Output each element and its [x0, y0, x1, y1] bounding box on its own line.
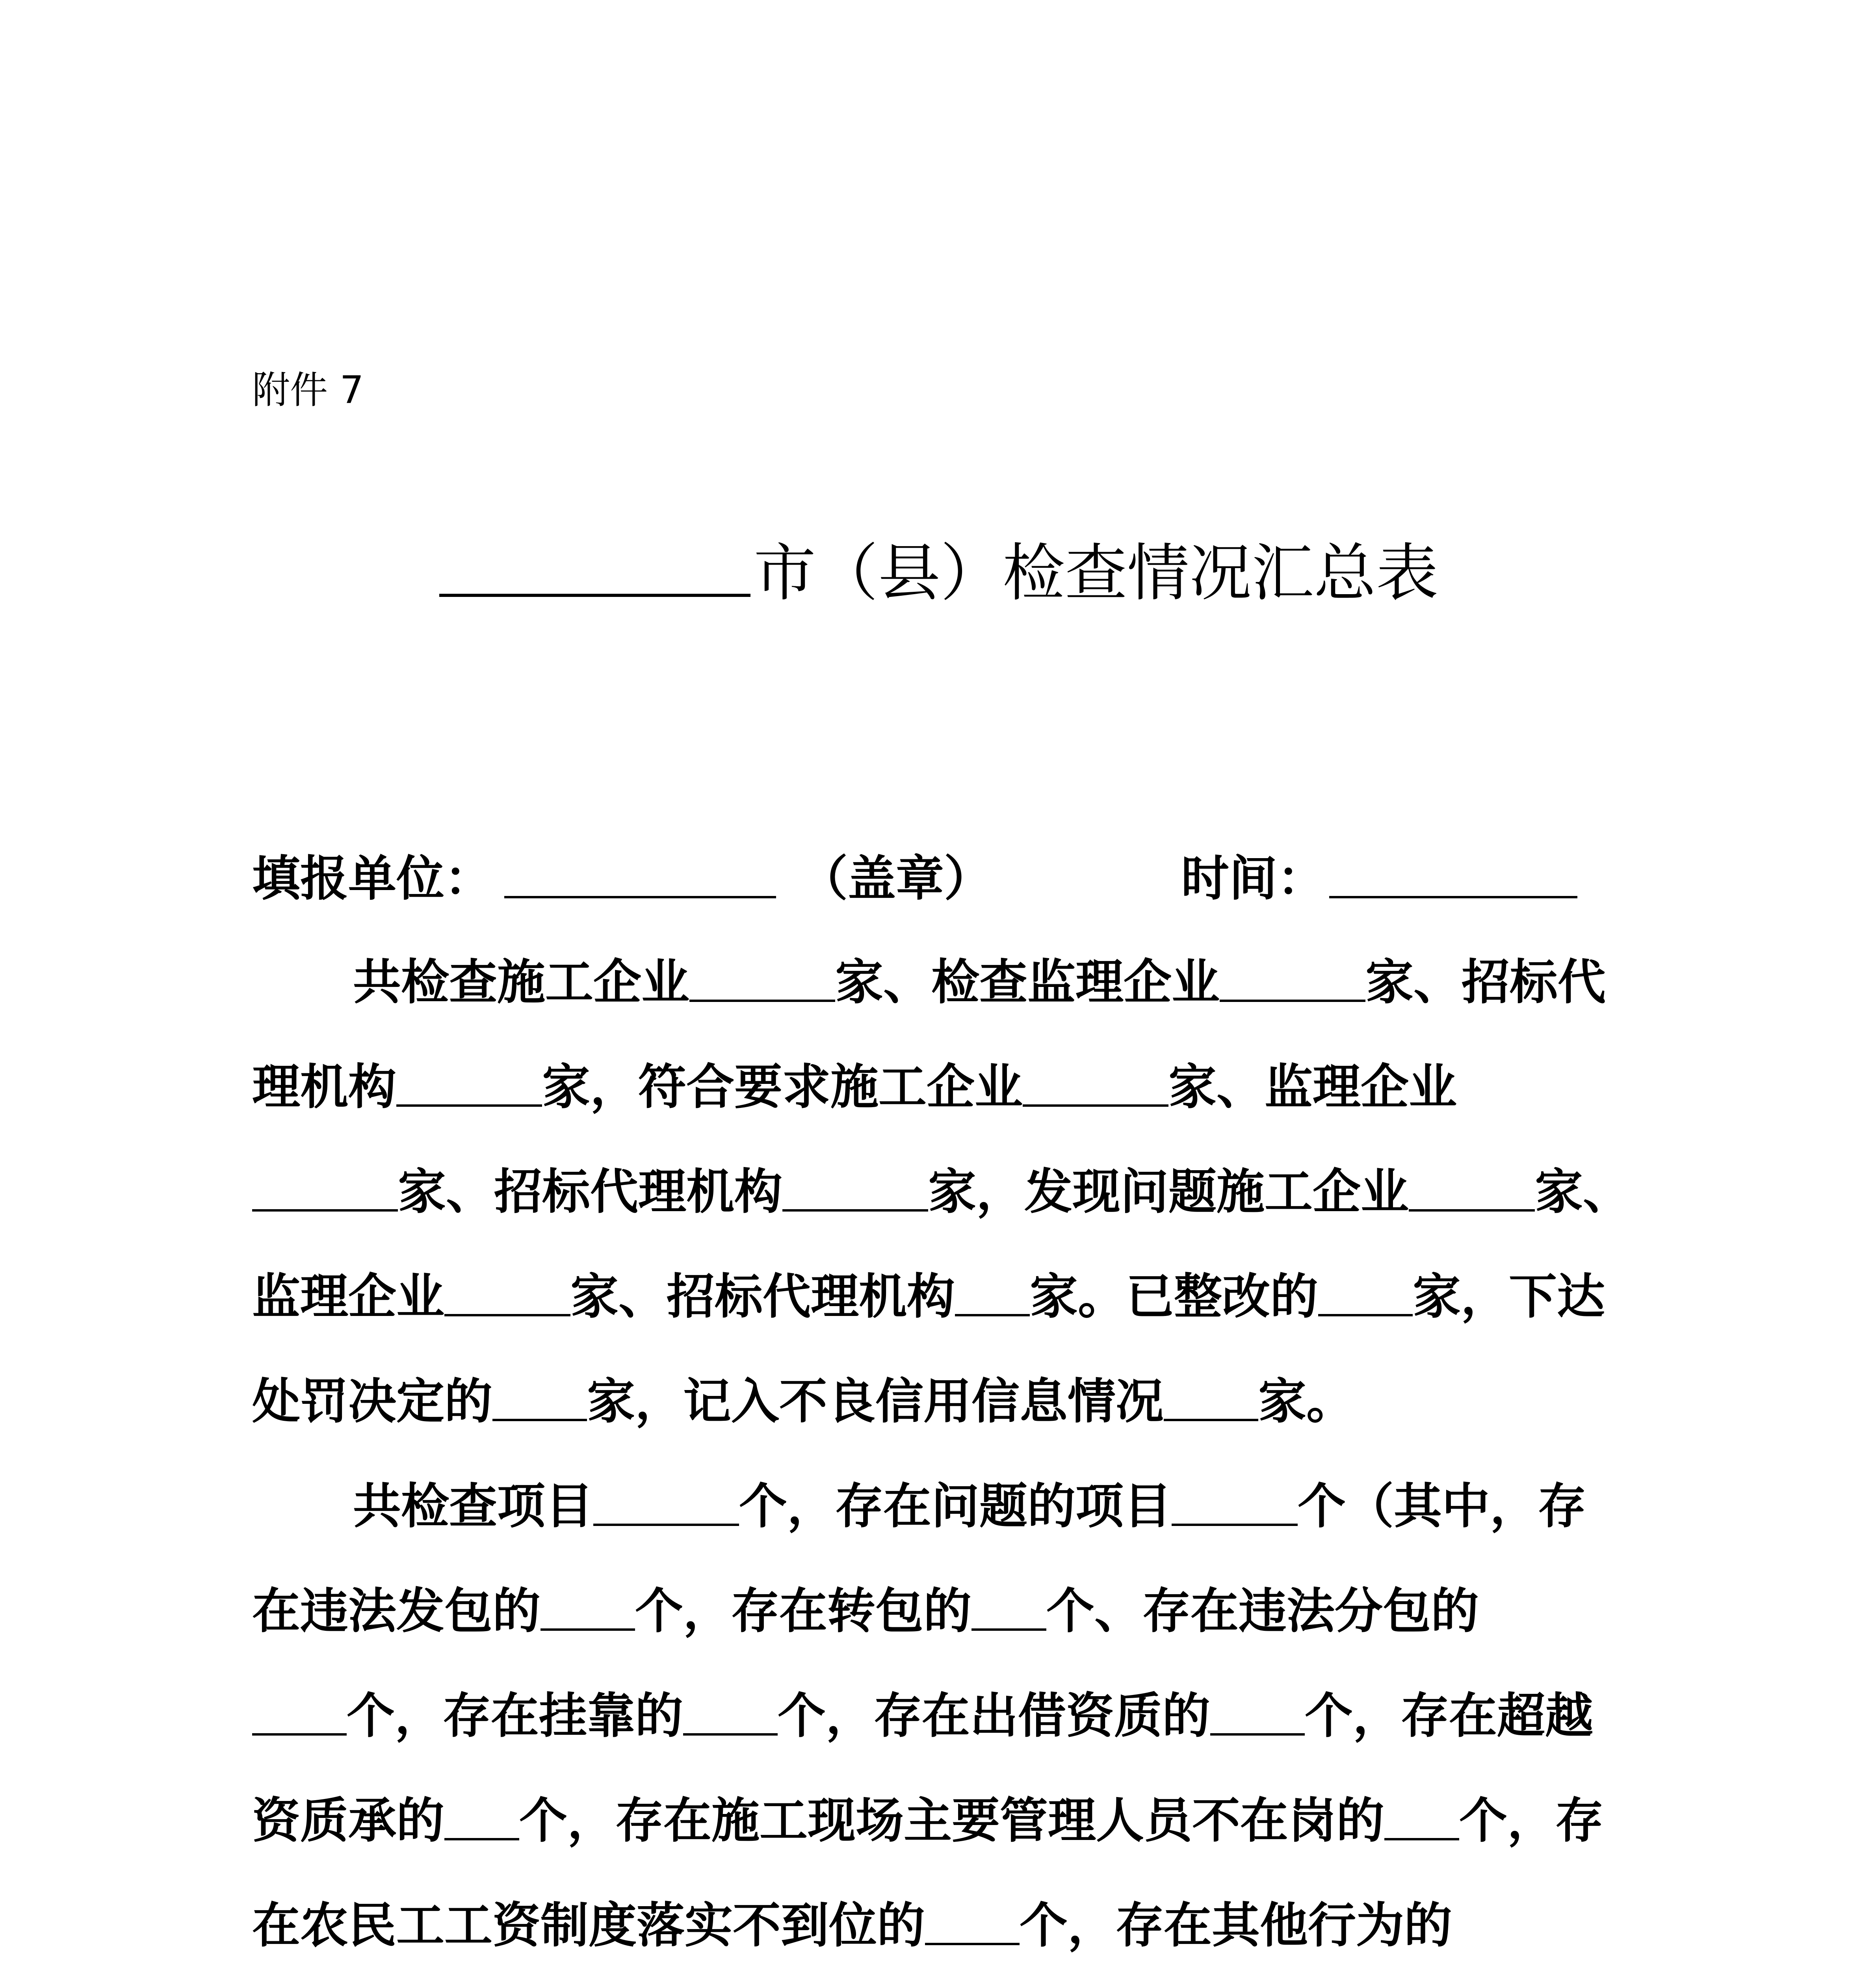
- text-segment: 家、监理企业: [1168, 1059, 1457, 1115]
- para1-line3: [252, 1139, 1647, 1244]
- fill-blank[interactable]: [396, 1104, 542, 1107]
- para2-line4: [252, 1768, 1647, 1873]
- para2-line3: [252, 1663, 1647, 1768]
- text-segment: 家。: [1258, 1373, 1354, 1429]
- fill-blank[interactable]: [925, 1943, 1020, 1945]
- fill-blank[interactable]: [252, 1733, 347, 1736]
- form-header-row: [252, 845, 1577, 912]
- enterprise-paragraph: [252, 930, 1647, 1454]
- text-segment: 个，存在问题的项目: [739, 1478, 1172, 1534]
- project-paragraph: [252, 1454, 1647, 1970]
- text-segment: 个，存: [1459, 1793, 1603, 1849]
- time-label: 时间：: [1181, 851, 1325, 907]
- unit-blank[interactable]: [504, 896, 776, 898]
- text-segment: 家、招标代理机构: [398, 1164, 782, 1220]
- fill-blank[interactable]: [593, 1524, 739, 1526]
- fill-blank[interactable]: [1220, 1000, 1365, 1002]
- fill-blank[interactable]: [252, 1209, 398, 1212]
- fill-blank[interactable]: [492, 1419, 587, 1421]
- fill-blank[interactable]: [1318, 1314, 1413, 1316]
- fill-blank[interactable]: [689, 1000, 835, 1002]
- para1-line5: [252, 1349, 1647, 1454]
- page-title: [439, 536, 1438, 611]
- text-segment: 个、存在违法分包的: [1046, 1583, 1479, 1639]
- text-segment: 在违法发包的: [252, 1583, 541, 1639]
- fill-blank[interactable]: [444, 1314, 570, 1316]
- unit-label: 填报单位：: [252, 851, 492, 907]
- text-segment: 共检查项目: [353, 1478, 593, 1534]
- text-segment: 个（其中，存: [1298, 1478, 1586, 1534]
- fill-blank[interactable]: [1210, 1733, 1305, 1736]
- text-segment: 家，记入不良信用信息情况: [587, 1373, 1164, 1429]
- text-segment: 个，存在挂靠的: [347, 1688, 683, 1744]
- para1-line2: [252, 1035, 1647, 1139]
- text-segment: 家。已整改的: [1030, 1269, 1318, 1325]
- fill-blank[interactable]: [444, 1838, 519, 1840]
- text-segment: 理机构: [252, 1059, 396, 1115]
- attachment-label: 附件 7: [252, 368, 364, 412]
- text-segment: 家、检查监理企业: [835, 954, 1220, 1010]
- para2-line5: [252, 1873, 1647, 1970]
- fill-blank[interactable]: [955, 1314, 1030, 1316]
- text-segment: 监理企业: [252, 1269, 444, 1325]
- seal-label: （盖章）: [800, 851, 992, 907]
- text-segment: 家，发现问题施工企业: [928, 1164, 1409, 1220]
- text-segment: 个，存在其他行为的: [1020, 1898, 1452, 1953]
- text-segment: 家，符合要求施工企业: [542, 1059, 1023, 1115]
- text-segment: 家、: [1535, 1164, 1631, 1220]
- fill-blank[interactable]: [971, 1628, 1046, 1631]
- fill-blank[interactable]: [1023, 1104, 1168, 1107]
- text-segment: 资质承的: [252, 1793, 444, 1849]
- text-segment: 处罚决定的: [252, 1373, 492, 1429]
- para1-line1: [252, 930, 1647, 1035]
- fill-blank[interactable]: [1409, 1209, 1535, 1212]
- fill-blank[interactable]: [541, 1628, 635, 1631]
- para2-line2: [252, 1559, 1647, 1663]
- city-name-blank[interactable]: [439, 594, 750, 597]
- text-segment: 家、招标代: [1365, 954, 1606, 1010]
- fill-blank[interactable]: [782, 1209, 928, 1212]
- fill-blank[interactable]: [1164, 1419, 1258, 1421]
- para1-line4: [252, 1244, 1647, 1349]
- para2-line1: [252, 1454, 1647, 1559]
- time-blank[interactable]: [1329, 896, 1577, 898]
- text-segment: 家、招标代理机构: [570, 1269, 955, 1325]
- fill-blank[interactable]: [683, 1733, 778, 1736]
- fill-blank[interactable]: [1384, 1838, 1459, 1840]
- fill-blank[interactable]: [1172, 1524, 1298, 1526]
- text-segment: 家，下达: [1413, 1269, 1605, 1325]
- title-suffix: 市（县）检查情况汇总表: [754, 537, 1438, 610]
- text-segment: 个，存在施工现场主要管理人员不在岗的: [519, 1793, 1384, 1849]
- text-segment: 个，存在出借资质的: [778, 1688, 1210, 1744]
- text-segment: 个，存在超越: [1305, 1688, 1593, 1744]
- text-segment: 共检查施工企业: [353, 954, 689, 1010]
- text-segment: 在农民工工资制度落实不到位的: [252, 1898, 925, 1953]
- text-segment: 个，存在转包的: [635, 1583, 971, 1639]
